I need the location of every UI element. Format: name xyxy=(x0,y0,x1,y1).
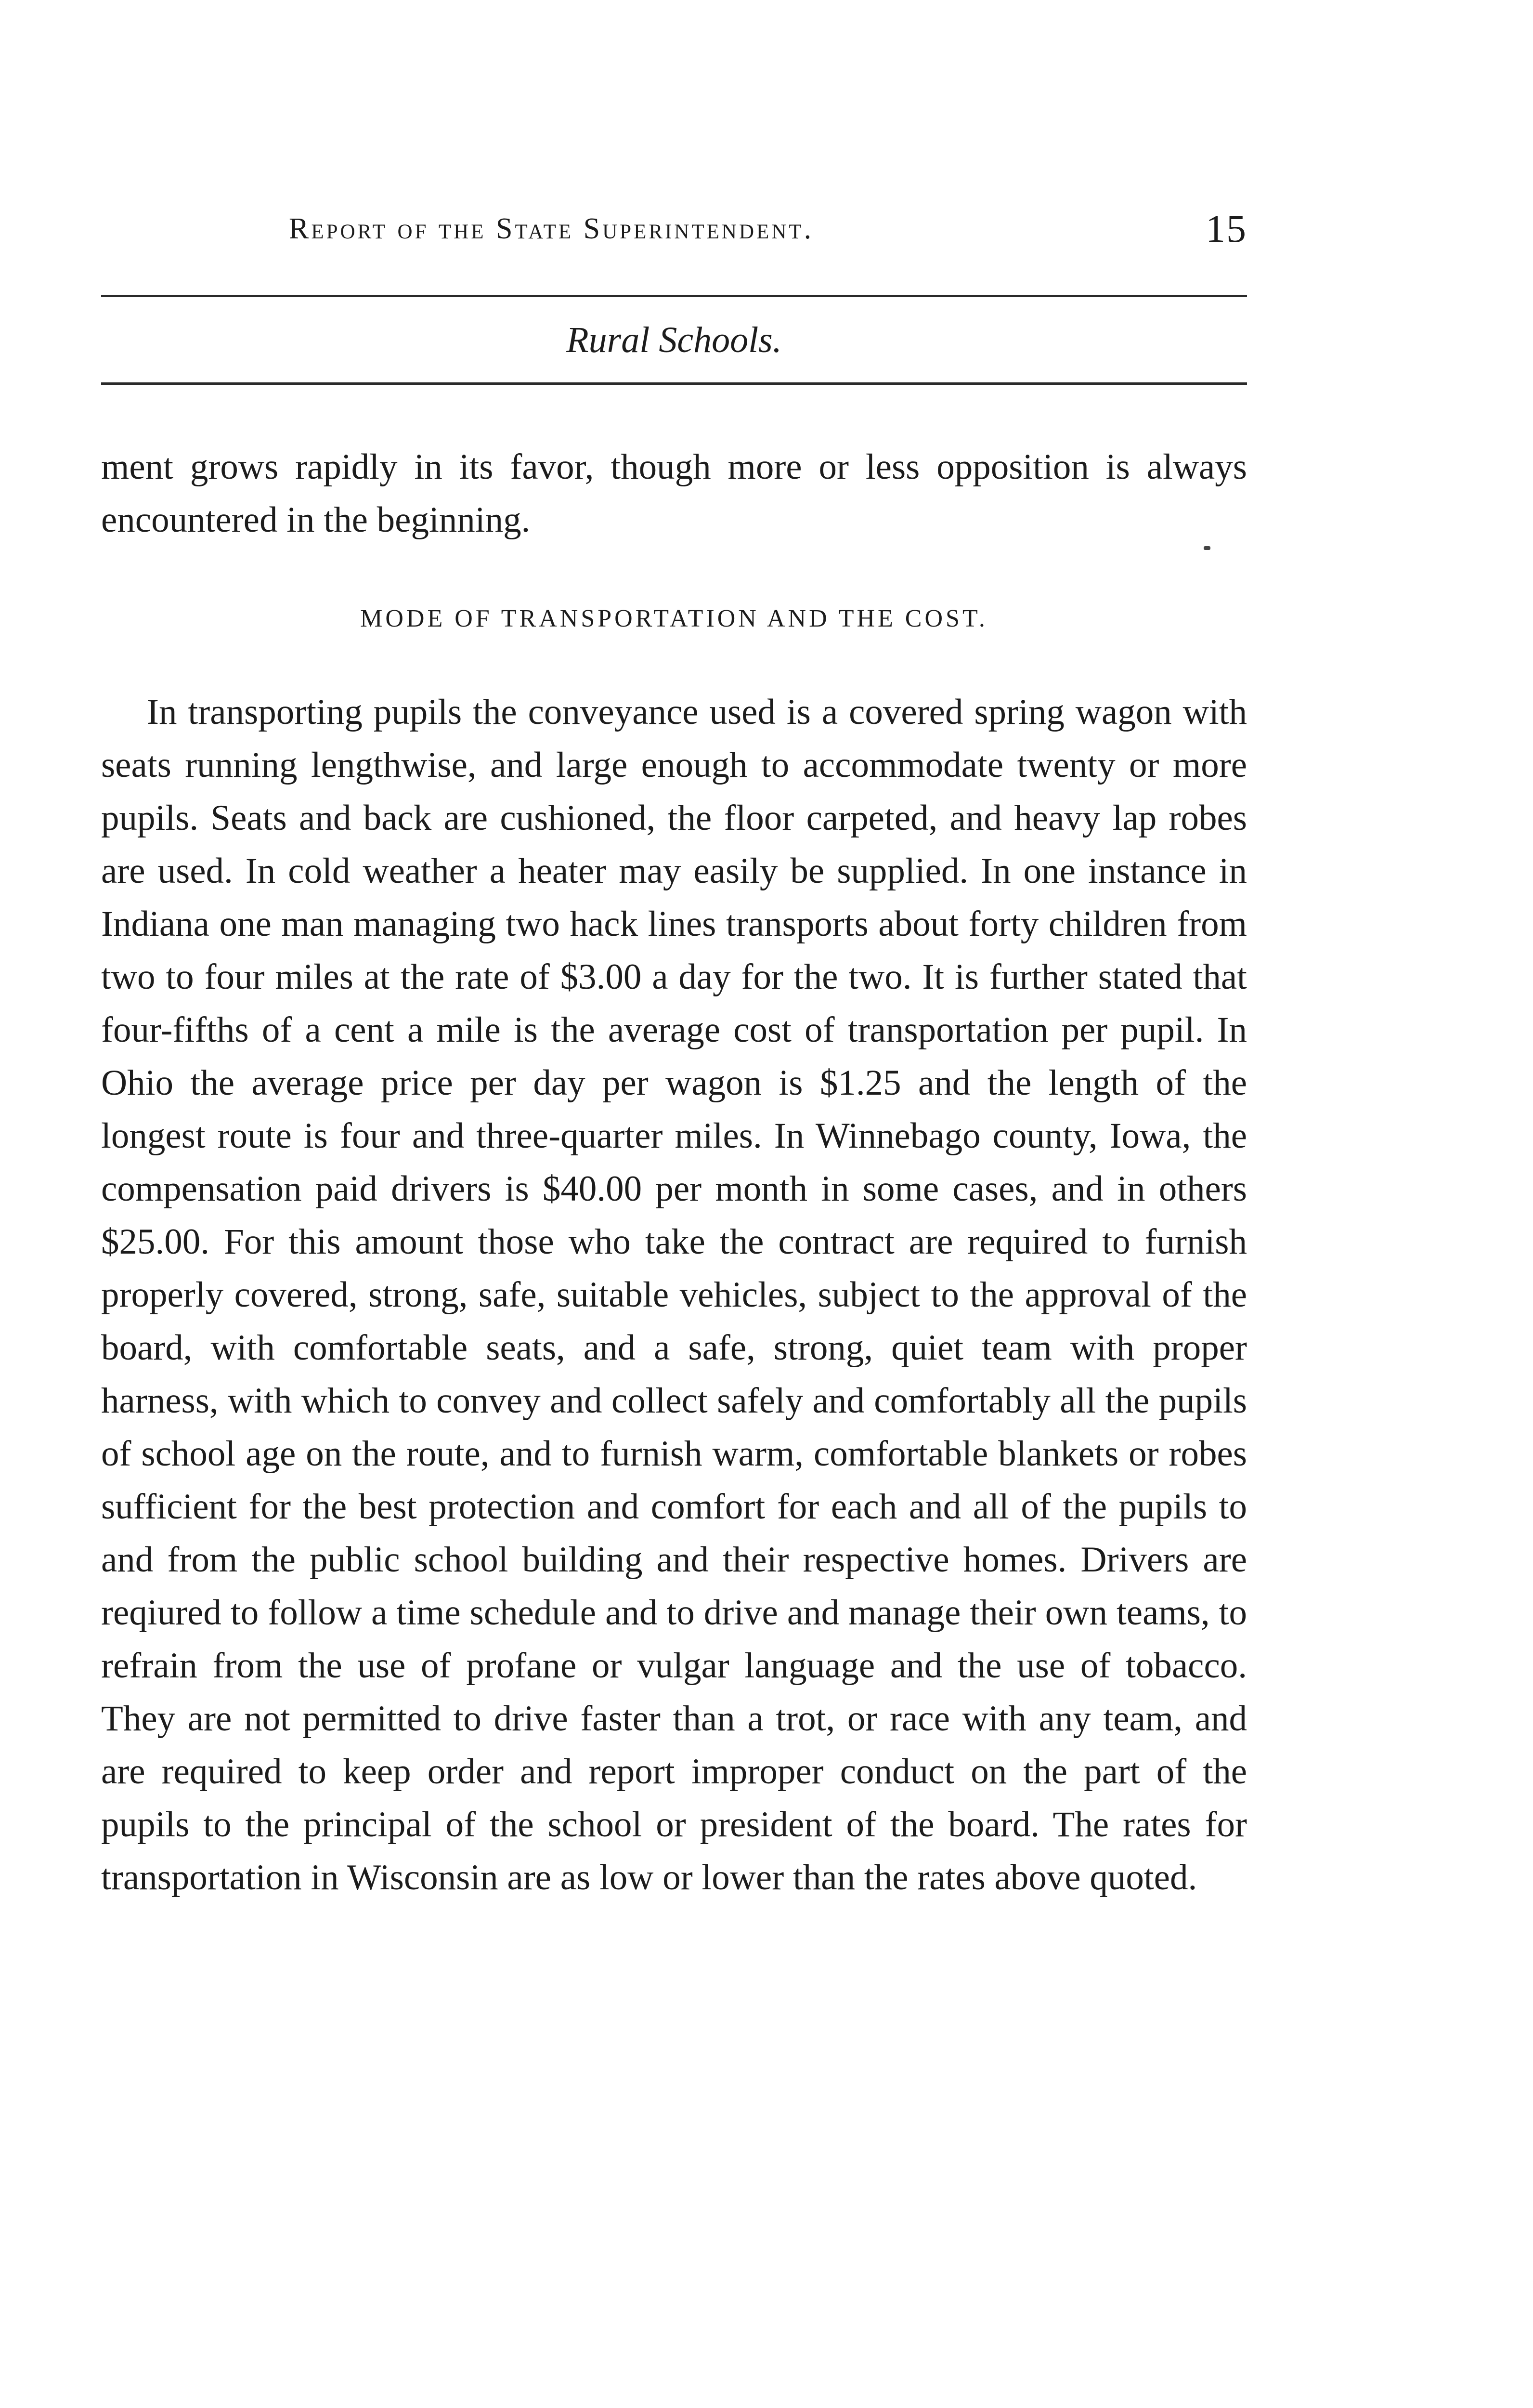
print-speck xyxy=(1204,546,1210,550)
section-heading: Rural Schools. xyxy=(566,320,782,360)
running-head xyxy=(101,202,1247,255)
header-rule-bottom xyxy=(101,382,1247,385)
header-rule-top xyxy=(101,295,1247,297)
subheading: MODE OF TRANSPORTATION AND THE COST. xyxy=(360,605,988,632)
page-number: 15 xyxy=(1206,207,1247,250)
body-paragraph: In transporting pupils the conveyance used is a covered spring wagon with seats running lengthwise, and large enough to accommodate twenty or more pupils. Seats and back are cushioned, the floor carpeted, and heavy lap robes are used. In cold weather a heater may easily be supplied. In one instance in Indiana one man managing two hack lines transports about forty children from two to four miles at the rate of $3.00 a day for the two. It is further stated that four-fifths of a cent a mile is the average cost of transportation per pupil. In Ohio the average price per day per wagon is $1.25 and the length of the longest route is four and three-quarter miles. In Winnebago county, Iowa, the compensation paid drivers is $40.00 per month in some cases, and in others $25.00. For this amount those who take the contract are required to furnish properly covered, strong, safe, suitable vehicles, subject to the approval of the board, with comfortable seats, and a safe, strong, quiet team with proper harness, with which to convey and collect safely and comfortably all the pupils of school age on the route, and to furnish warm, comfortable blankets or robes sufficient for the best protection and comfort for each and all of the pupils to and from the public school building and their respective homes. Drivers are reqiured to follow a time schedule and to drive and manage their own teams, to refrain from the use of profane or vulgar language and the use of tobacco. They are not permitted to drive faster than a trot, or race with any team, and are required to keep order and report improper conduct on the part of the pupils to the principal of the school or president of the board. The rates for transportation in Wisconsin are as low or lower than the rates above quoted. xyxy=(101,692,1247,1898)
continued-paragraph: ment grows rapidly in its favor, though more or less opposition is always encountered in the beginning. xyxy=(101,447,1247,540)
running-title: Report of the State Superintendent. xyxy=(289,212,814,245)
